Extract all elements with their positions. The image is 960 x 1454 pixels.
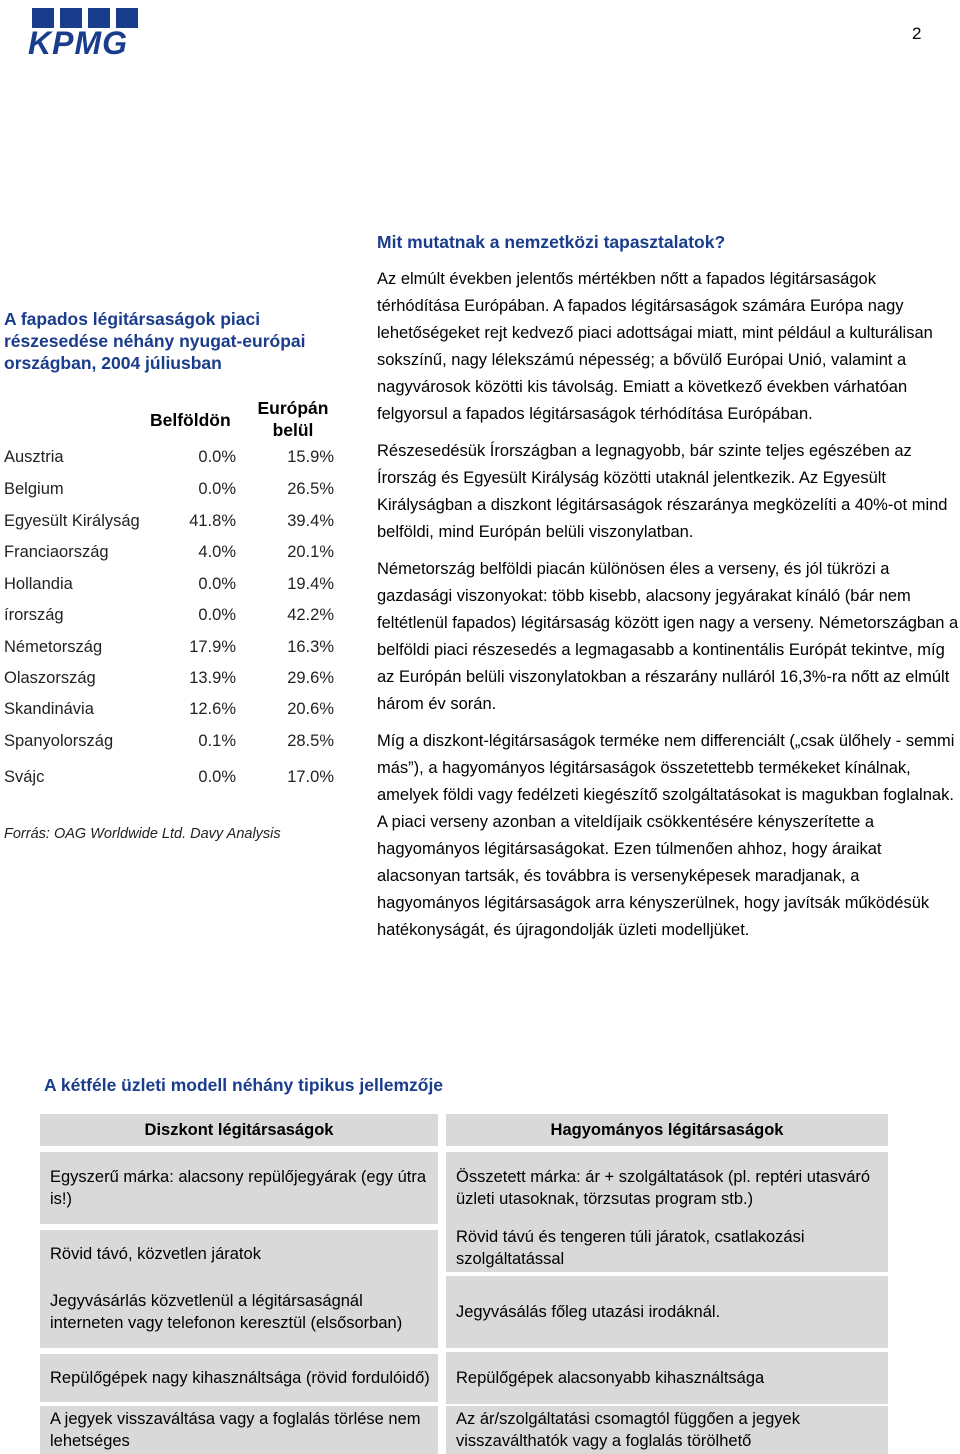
discount-item: A jegyek visszaváltása vagy a foglalás törlése nem lehetséges	[40, 1406, 438, 1454]
country-cell: Franciaország	[4, 543, 109, 561]
traditional-item: Repülőgépek alacsonyabb kihasználtsága	[446, 1352, 888, 1404]
europe-cell: 26.5%	[287, 480, 334, 498]
discount-header: Diszkont légitársaságok	[40, 1114, 438, 1146]
country-cell: Belgium	[4, 480, 64, 498]
traditional-item: Rövid távú és tengeren túli járatok, csatlakozási szolgáltatással	[446, 1224, 888, 1272]
discount-item: Jegyvásárlás közvetlenül a légitársaságnál interneten vagy telefonon keresztül (elsősorban)	[40, 1276, 438, 1348]
domestic-cell: 13.9%	[189, 669, 236, 687]
domestic-cell: 0.1%	[198, 732, 236, 750]
europe-cell: 20.6%	[287, 700, 334, 718]
table-row	[0, 480, 345, 504]
table-row	[0, 638, 345, 662]
article-paragraph: Részesedésük Írországban a legnagyobb, bár szinte teljes egészében az Írország és Egyesült Királyság közötti utaknál jelentkezik. Az Egyesült Királyságban a diszkont légitársaságok részaránya megközelíti a 40%-ot mind belföldi, mind Európán belüli viszonylatban.	[377, 442, 948, 541]
europe-cell: 28.5%	[287, 732, 334, 750]
svg-text:KPMG: KPMG	[28, 25, 128, 58]
country-cell: Hollandia	[4, 575, 73, 593]
table-row	[0, 700, 345, 724]
domestic-cell: 41.8%	[189, 512, 236, 530]
discount-item: Repülőgépek nagy kihasználtsága (rövid fordulóidő)	[40, 1354, 438, 1402]
country-cell: Olaszország	[4, 669, 96, 687]
kpmg-logo	[26, 8, 154, 58]
domestic-cell: 0.0%	[198, 480, 236, 498]
discount-item: Rövid távó, közvetlen járatok	[40, 1230, 438, 1278]
country-cell: Egyesült Királyság	[4, 512, 140, 530]
europe-cell: 29.6%	[287, 669, 334, 687]
discount-item: Egyszerű márka: alacsony repülőjegyárak (egy útra is!)	[40, 1152, 438, 1224]
country-cell: Németország	[4, 638, 103, 656]
domestic-cell: 0.0%	[198, 768, 236, 786]
column-header-domestic: Belföldön	[150, 410, 231, 430]
country-cell: írország	[4, 606, 64, 624]
europe-cell: 19.4%	[287, 575, 334, 593]
domestic-cell: 0.0%	[198, 448, 236, 466]
comparison-title: A kétféle üzleti modell néhány tipikus jellemzője	[44, 1075, 444, 1095]
table-row	[0, 669, 345, 693]
traditional-item: Jegyvásálás főleg utazási irodáknál.	[446, 1276, 888, 1348]
table-row	[0, 543, 345, 567]
column-header-europe: Európán belül	[257, 398, 329, 440]
europe-cell: 16.3%	[287, 638, 334, 656]
table-title: A fapados légitársaságok piaci részesedése néhány nyugat-európai országban, 2004 júliusban	[4, 309, 306, 373]
domestic-cell: 17.9%	[189, 638, 236, 656]
domestic-cell: 12.6%	[189, 700, 236, 718]
table-row	[0, 768, 345, 792]
table-source: Forrás: OAG Worldwide Ltd. Davy Analysis	[4, 826, 281, 842]
article-paragraph: Míg a diszkont-légitársaságok termékе nem differenciált („csak ülőhely - semmi más”), a hagyományos légitársaságok összetettebb termékeket kínálnak, amelyek földi vagy fedélzeti kiegészítő szolgáltatásokat is magukban foglalnak. A piaci verseny azonban a viteldíjaik csökkentésére kényszerítette a hagyományos légitársaságokat. Ezen túlmenően ahhoz, hogy áraikat alacsonyan tartsák, és továbbra is versenyképesek maradjanak, a hagyományos légitársaságok arra kényszerülnek, hogy javítsák működésük hatékonyságát, és újragondolják üzleti modelljüket.	[377, 732, 955, 939]
article	[377, 230, 960, 954]
article-paragraph: Az elmúlt években jelentős mértékben nőtt a fapados légitársaságok térhódítása Európában. A fapados légitársaságok számára Európa nagy lehetőségeket rejt kedvező piaci adottságai miatt, mint például a kulturálisan sokszínű, nagy lélekszámú népesség; a bővülő Európai Unió, valamint a nagyvárosok közötti kis távolság. Emiatt a következő években várhatóan felgyorsul a fapados légitársaságok térhódítása Európában.	[377, 270, 933, 423]
article-paragraph: Németország belföldi piacán különösen éles a verseny, és jól tükrözi a gazdasági viszonyokat: több kisebb, alacsony jegyárakat kínáló (bár nem feltétlenül fapados) légitársaság között igen nagy a verseny. Németországban a belföldi piaci részesedés a legmagasabb a kontinentális Európát tekintve, míg az Európán belüli viszonylatokban a részarány nulláról 16,3%-ra nőtt az elmúlt három év során.	[377, 560, 959, 713]
domestic-cell: 4.0%	[198, 543, 236, 561]
table-row	[0, 512, 345, 536]
country-cell: Svájc	[4, 768, 45, 786]
country-cell: Skandinávia	[4, 700, 94, 718]
europe-cell: 15.9%	[287, 448, 334, 466]
domestic-cell: 0.0%	[198, 606, 236, 624]
traditional-item: Összetett márka: ár + szolgáltatások (pl. reptéri utasváró üzleti utasoknak, törzsutas program stb.)	[446, 1152, 888, 1224]
europe-cell: 20.1%	[287, 543, 334, 561]
table-row	[0, 575, 345, 599]
domestic-cell: 0.0%	[198, 575, 236, 593]
table-row	[0, 448, 345, 472]
europe-cell: 17.0%	[287, 768, 334, 786]
europe-cell: 39.4%	[287, 512, 334, 530]
table-row	[0, 606, 345, 630]
table-row	[0, 732, 345, 756]
article-heading: Mit mutatnak a nemzetközi tapasztalatok?	[377, 232, 726, 252]
country-cell: Spanyolország	[4, 732, 114, 750]
page-number: 2	[912, 24, 922, 43]
country-cell: Ausztria	[4, 448, 64, 466]
traditional-header: Hagyományos légitársaságok	[446, 1114, 888, 1146]
europe-cell: 42.2%	[287, 606, 334, 624]
traditional-item: Az ár/szolgáltatási csomagtól függően a jegyek visszaválthatók vagy a foglalás törölhető	[446, 1406, 888, 1454]
